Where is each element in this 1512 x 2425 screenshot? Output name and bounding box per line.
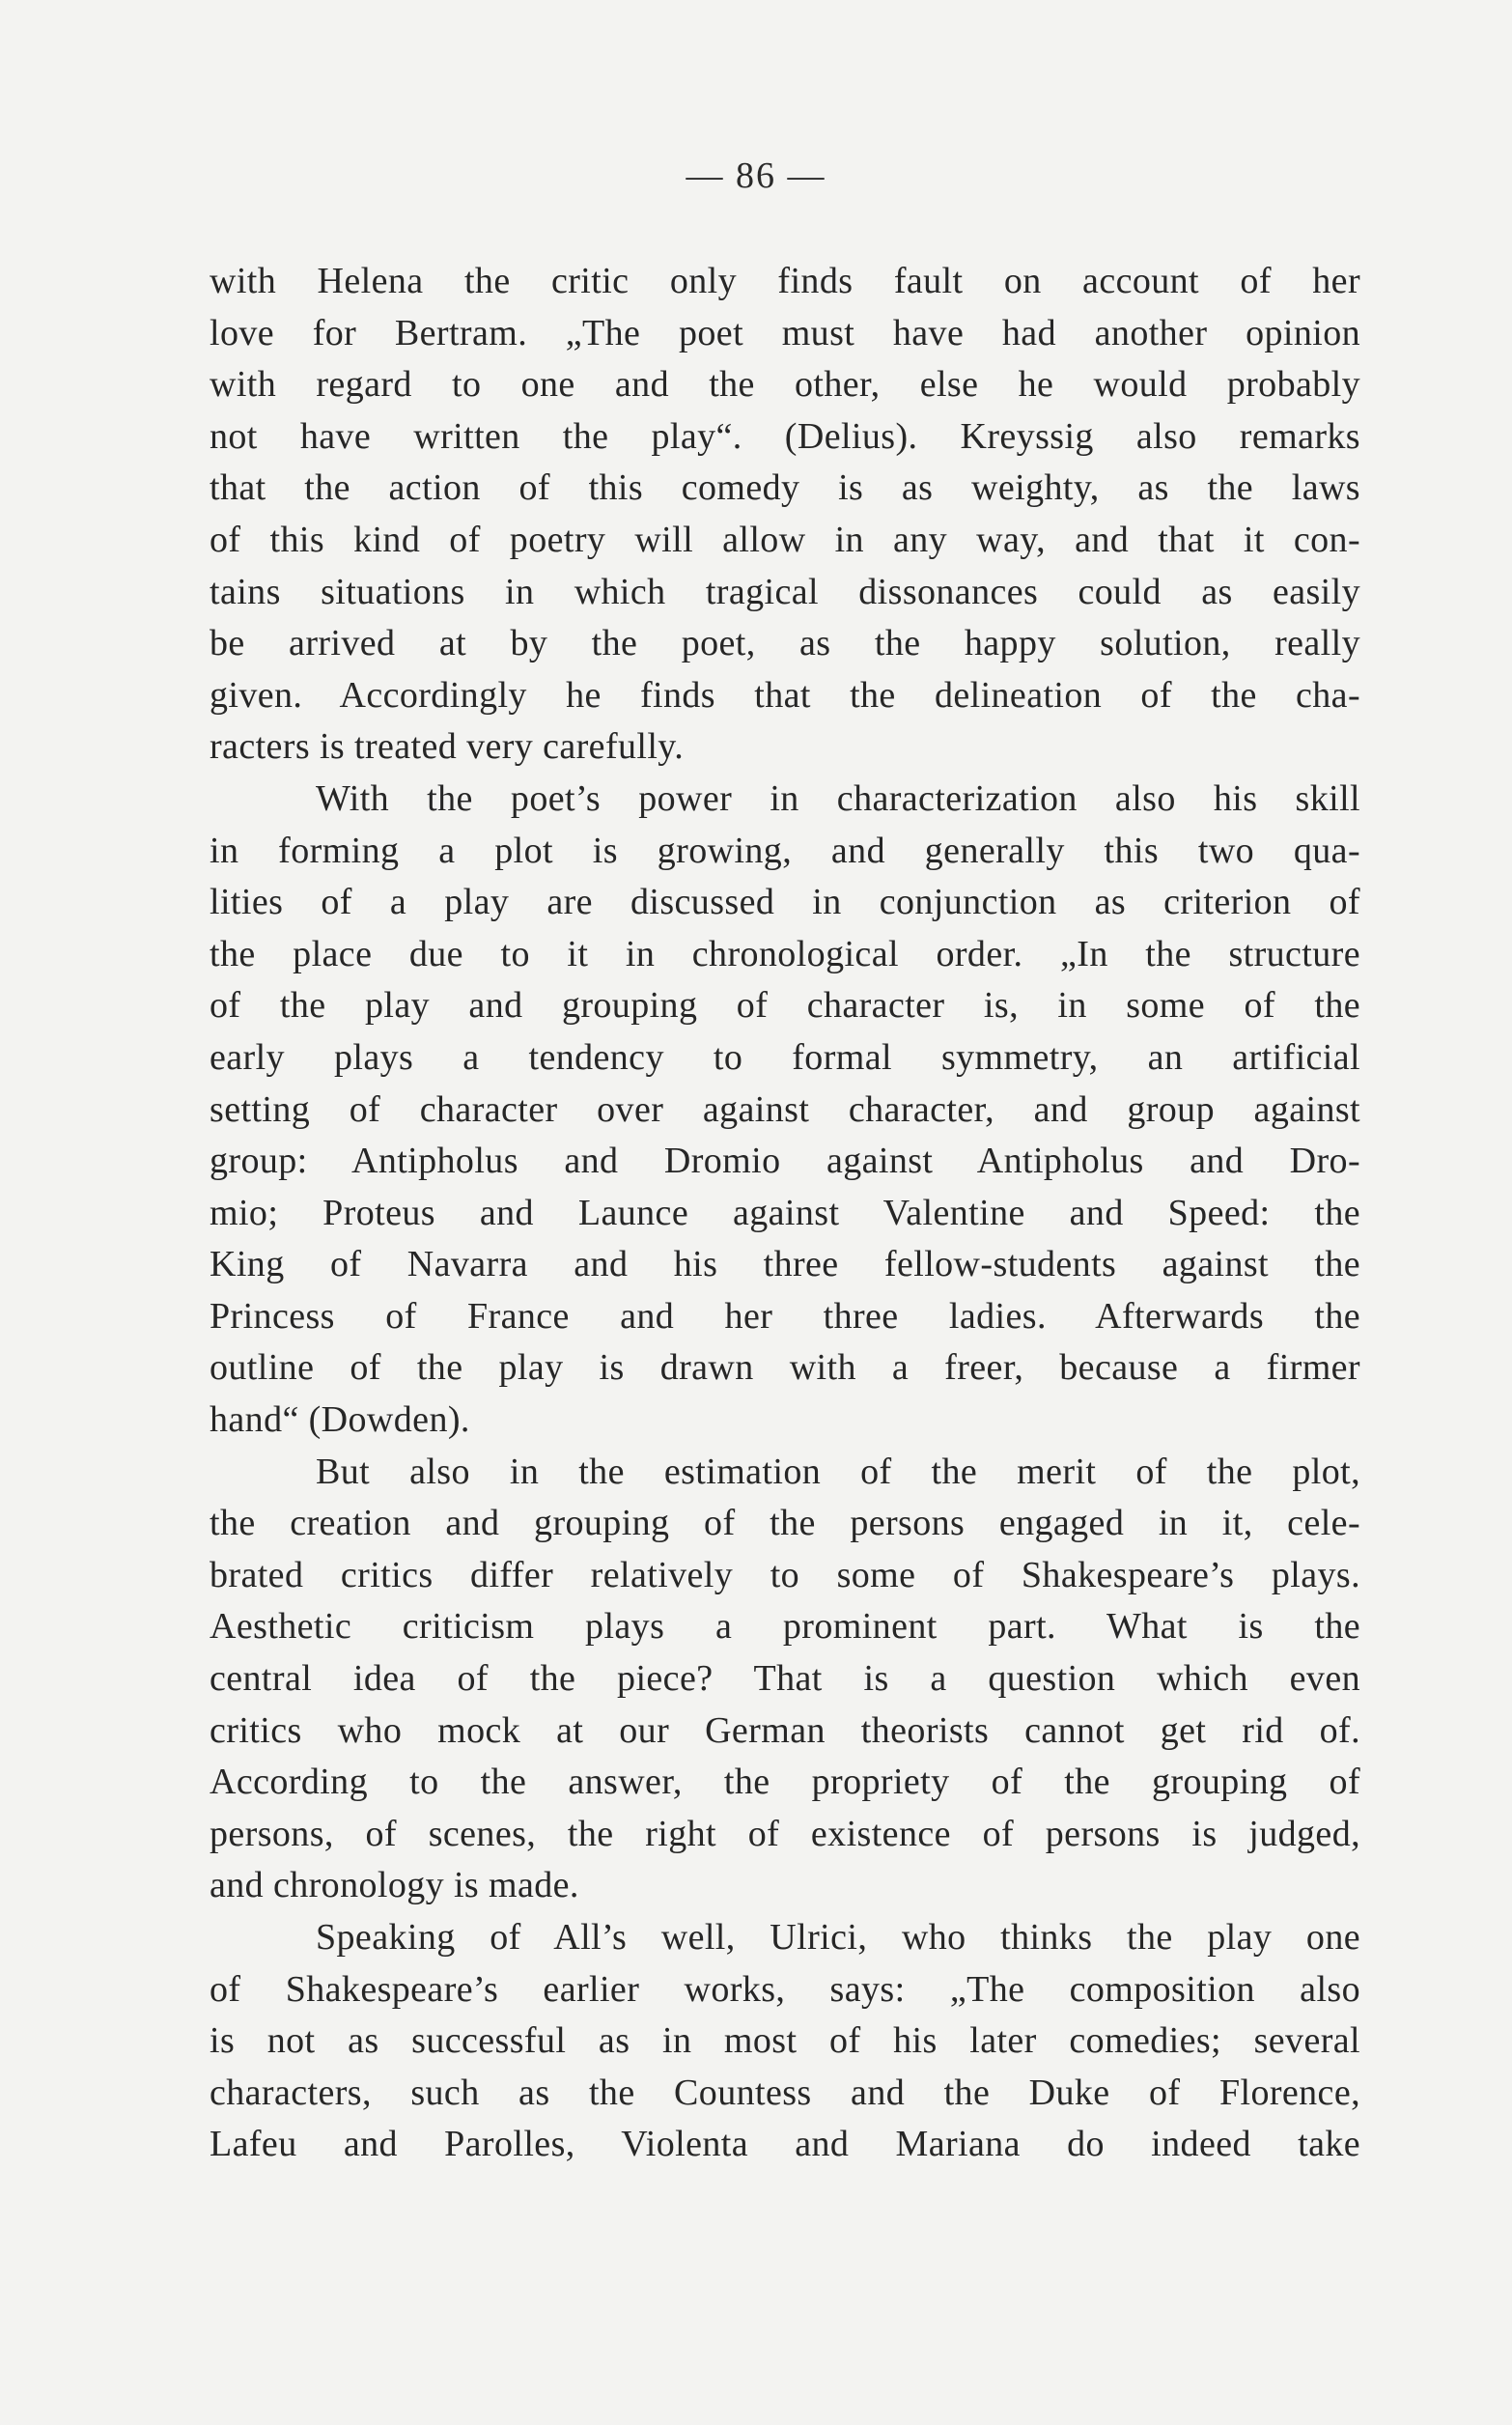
text-line: critics who mock at our German theorists cannot get rid of. [210, 1709, 1360, 1751]
text-line: Aesthetic criticism plays a prominent part. What is the [210, 1606, 1360, 1648]
page-number: — 86 — [686, 155, 826, 196]
text-line: given. Accordingly he finds that the delineation of the cha- [210, 674, 1360, 716]
text-line: setting of character over against character, and group against [210, 1088, 1360, 1130]
text-line: love for Bertram. „The poet must have had another opinion [210, 312, 1360, 353]
text-line: in forming a plot is growing, and generally this two qua- [210, 830, 1360, 871]
text-line: the creation and grouping of the persons engaged in it, cele- [210, 1503, 1360, 1544]
text-line: outline of the play is drawn with a freer, because a firmer [210, 1347, 1360, 1389]
text-line: Lafeu and Parolles, Violenta and Mariana do indeed take [210, 2124, 1360, 2165]
text-line: tains situations in which tragical dissonances could as easily [210, 571, 1360, 612]
text-line: with Helena the critic only finds fault on account of her [210, 261, 1360, 301]
text-line: characters, such as the Countess and the Duke of Florence, [210, 2072, 1360, 2113]
text-line: Speaking of All’s well, Ulrici, who thinks the play one [316, 1917, 1360, 1958]
text-line: and chronology is made. [210, 1865, 579, 1906]
text-line: of this kind of poetry will allow in any way, and that it con- [210, 519, 1360, 560]
text-line: lities of a play are discussed in conjunction as criterion of [210, 882, 1360, 923]
text-line: According to the answer, the propriety of the grouping of [210, 1762, 1360, 1803]
text-line: the place due to it in chronological order. „In the structure [210, 933, 1360, 974]
text-line: mio; Proteus and Launce against Valentine and Speed: the [210, 1192, 1360, 1233]
text-line: group: Antipholus and Dromio against Antipholus and Dro- [210, 1141, 1360, 1182]
text-line: of the play and grouping of character is, in some of the [210, 985, 1360, 1027]
body-text [210, 256, 1360, 2171]
text-line: with regard to one and the other, else he would probably [210, 364, 1360, 406]
text-line: central idea of the piece? That is a question which even [210, 1658, 1360, 1700]
text-line: Princess of France and her three ladies. Afterwards the [210, 1295, 1360, 1337]
text-line: that the action of this comedy is as weighty, as the laws [210, 467, 1360, 509]
text-line: is not as successful as in most of his later comedies; several [210, 2020, 1360, 2062]
text-line: King of Navarra and his three fellow-students against the [210, 1244, 1360, 1285]
text-line: not have written the play“. (Delius). Kreyssig also remarks [210, 415, 1360, 457]
text-line: persons, of scenes, the right of existence of persons is judged, [210, 1813, 1360, 1854]
text-line: be arrived at by the poet, as the happy solution, really [210, 623, 1360, 664]
text-line: With the poet’s power in characterization also his skill [316, 777, 1360, 819]
text-line: brated critics differ relatively to some of Shakespeare’s plays. [210, 1554, 1360, 1595]
text-line: of Shakespeare’s earlier works, says: „The composition also [210, 1968, 1360, 2010]
text-line: racters is treated very carefully. [210, 726, 685, 768]
text-line: But also in the estimation of the merit of the plot, [316, 1451, 1360, 1492]
text-line: early plays a tendency to formal symmetry, an artificial [210, 1036, 1360, 1078]
text-line: hand“ (Dowden). [210, 1399, 470, 1441]
